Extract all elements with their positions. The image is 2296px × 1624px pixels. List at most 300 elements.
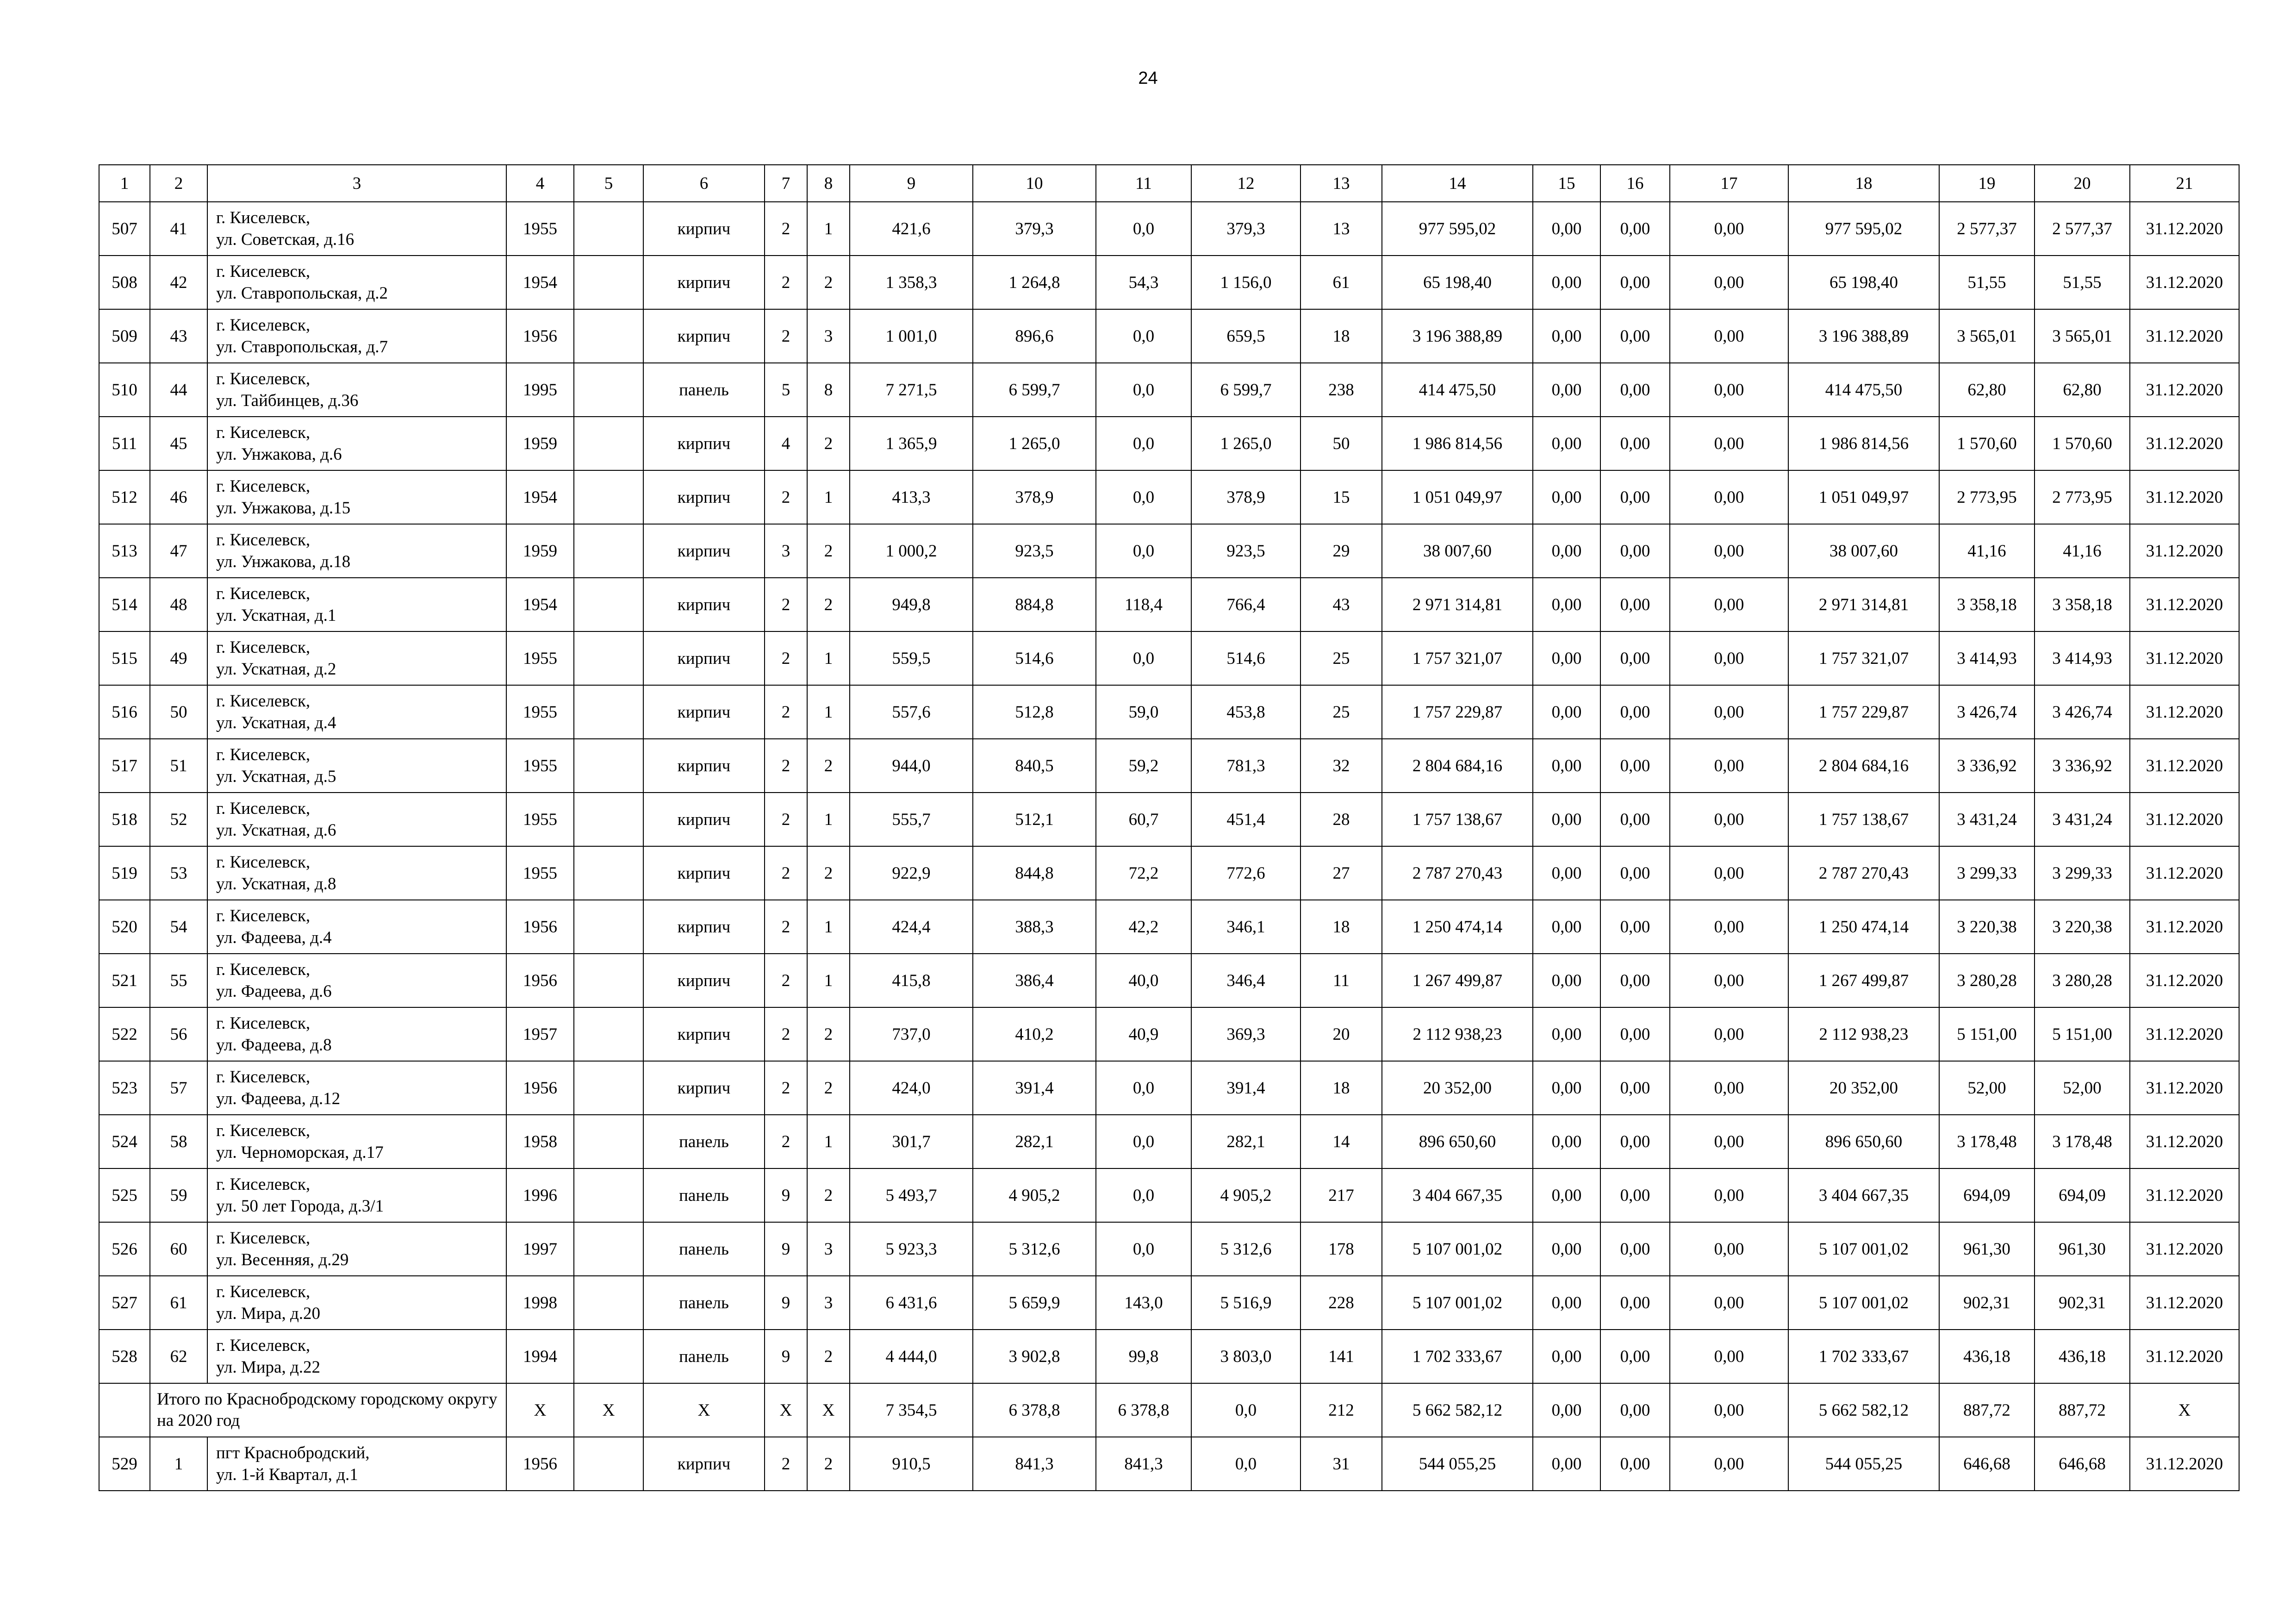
data-cell-col-7: 2	[765, 954, 807, 1007]
data-cell-col-4: 1955	[506, 631, 574, 685]
column-number-header-row	[99, 165, 2239, 202]
data-cell-col-14: 896 650,60	[1382, 1115, 1533, 1168]
address-cell	[207, 524, 506, 578]
data-cell-col-4: 1998	[506, 1276, 574, 1330]
data-cell-col-17: 0,00	[1670, 846, 1788, 900]
data-cell-col-15: 0,00	[1533, 954, 1600, 1007]
data-cell-col-15: 0,00	[1533, 900, 1600, 954]
table-row	[99, 846, 2239, 900]
address-street: ул. Тайбинцев, д.36	[216, 391, 359, 410]
local-number-cell: 1	[150, 1437, 207, 1491]
data-cell-col-10: 3 902,8	[973, 1330, 1096, 1383]
data-cell-col-12: 4 905,2	[1191, 1168, 1300, 1222]
data-cell-col-11: 72,2	[1096, 846, 1191, 900]
data-cell-col-7: 2	[765, 900, 807, 954]
data-cell-col-8: 8	[807, 363, 850, 417]
address-cell	[207, 685, 506, 739]
data-cell-col-19: 961,30	[1939, 1222, 2035, 1276]
total-label-cell: Итого по Краснобродскому городскому округу на 2020 год	[150, 1383, 506, 1437]
data-cell-col-6: панель	[643, 363, 765, 417]
data-cell-col-20: 3 431,24	[2035, 793, 2130, 846]
table-row	[99, 1115, 2239, 1168]
data-cell-col-16: 0,00	[1600, 1276, 1670, 1330]
data-cell-col-5	[574, 739, 643, 793]
data-cell-col-19: 3 565,01	[1939, 309, 2035, 363]
data-cell-col-17: 0,00	[1670, 1115, 1788, 1168]
data-cell-col-15: 0,00	[1533, 202, 1600, 256]
data-cell-col-5	[574, 1330, 643, 1383]
data-cell-col-9: 557,6	[850, 685, 973, 739]
data-cell-col-18: 544 055,25	[1788, 1437, 1939, 1491]
data-cell-col-14: 38 007,60	[1382, 524, 1533, 578]
data-cell-col-20: 3 565,01	[2035, 309, 2130, 363]
total-cell-col-9: 7 354,5	[850, 1383, 973, 1437]
data-cell-col-7: 9	[765, 1276, 807, 1330]
data-cell-col-15: 0,00	[1533, 739, 1600, 793]
address-cell	[207, 1222, 506, 1276]
address-street: ул. Ставропольская, д.7	[216, 337, 388, 356]
data-cell-col-6: кирпич	[643, 202, 765, 256]
data-cell-col-21: 31.12.2020	[2130, 417, 2239, 470]
data-cell-col-16: 0,00	[1600, 202, 1670, 256]
data-cell-col-17: 0,00	[1670, 900, 1788, 954]
data-cell-col-5	[574, 900, 643, 954]
total-cell-col-21: X	[2130, 1383, 2239, 1437]
data-cell-col-20: 3 220,38	[2035, 900, 2130, 954]
address-street: ул. Ускатная, д.5	[216, 767, 336, 786]
row-number-cell: 511	[99, 417, 150, 470]
total-cell-col-10: 6 378,8	[973, 1383, 1096, 1437]
data-cell-col-12: 0,0	[1191, 1437, 1300, 1491]
data-cell-col-19: 1 570,60	[1939, 417, 2035, 470]
data-cell-col-16: 0,00	[1600, 524, 1670, 578]
data-cell-col-8: 1	[807, 470, 850, 524]
data-cell-col-4: 1954	[506, 470, 574, 524]
data-cell-col-11: 118,4	[1096, 578, 1191, 631]
data-cell-col-12: 346,4	[1191, 954, 1300, 1007]
data-cell-col-10: 379,3	[973, 202, 1096, 256]
data-cell-col-11: 0,0	[1096, 631, 1191, 685]
column-number-header: 15	[1533, 165, 1600, 202]
data-cell-col-17: 0,00	[1670, 631, 1788, 685]
data-cell-col-8: 2	[807, 1007, 850, 1061]
address-cell	[207, 739, 506, 793]
data-cell-col-13: 50	[1300, 417, 1382, 470]
address-cell	[207, 1276, 506, 1330]
table-row	[99, 524, 2239, 578]
data-cell-col-5	[574, 1168, 643, 1222]
data-cell-col-13: 11	[1300, 954, 1382, 1007]
data-cell-col-19: 2 577,37	[1939, 202, 2035, 256]
row-number-cell: 510	[99, 363, 150, 417]
data-cell-col-6: кирпич	[643, 1061, 765, 1115]
data-cell-col-14: 1 702 333,67	[1382, 1330, 1533, 1383]
data-cell-col-14: 2 787 270,43	[1382, 846, 1533, 900]
data-cell-col-20: 3 358,18	[2035, 578, 2130, 631]
data-cell-col-18: 2 787 270,43	[1788, 846, 1939, 900]
total-cell-col-5: X	[574, 1383, 643, 1437]
data-cell-col-8: 2	[807, 524, 850, 578]
data-cell-col-5	[574, 1007, 643, 1061]
data-cell-col-7: 2	[765, 470, 807, 524]
total-cell-col-7: X	[765, 1383, 807, 1437]
data-cell-col-6: кирпич	[643, 954, 765, 1007]
total-cell-col-4: X	[506, 1383, 574, 1437]
row-number-cell: 524	[99, 1115, 150, 1168]
data-cell-col-20: 51,55	[2035, 256, 2130, 309]
data-cell-col-15: 0,00	[1533, 417, 1600, 470]
data-cell-col-10: 840,5	[973, 739, 1096, 793]
data-cell-col-8: 1	[807, 793, 850, 846]
data-cell-col-15: 0,00	[1533, 1437, 1600, 1491]
data-cell-col-17: 0,00	[1670, 202, 1788, 256]
address-city: г. Киселевск,	[216, 1336, 311, 1355]
data-cell-col-19: 52,00	[1939, 1061, 2035, 1115]
data-cell-col-18: 2 804 684,16	[1788, 739, 1939, 793]
data-cell-col-15: 0,00	[1533, 470, 1600, 524]
data-cell-col-13: 15	[1300, 470, 1382, 524]
address-city: г. Киселевск,	[216, 1068, 311, 1087]
data-cell-col-15: 0,00	[1533, 685, 1600, 739]
data-cell-col-18: 20 352,00	[1788, 1061, 1939, 1115]
data-cell-col-21: 31.12.2020	[2130, 954, 2239, 1007]
data-cell-col-21: 31.12.2020	[2130, 846, 2239, 900]
data-cell-col-18: 1 250 474,14	[1788, 900, 1939, 954]
data-cell-col-14: 5 107 001,02	[1382, 1222, 1533, 1276]
local-number-cell: 57	[150, 1061, 207, 1115]
address-cell	[207, 578, 506, 631]
address-city: г. Киселевск,	[216, 1282, 311, 1301]
data-cell-col-11: 0,0	[1096, 1061, 1191, 1115]
data-cell-col-19: 3 299,33	[1939, 846, 2035, 900]
total-cell-col-20: 887,72	[2035, 1383, 2130, 1437]
data-cell-col-16: 0,00	[1600, 954, 1670, 1007]
data-cell-col-6: кирпич	[643, 631, 765, 685]
address-city: г. Киселевск,	[216, 531, 311, 550]
address-city: г. Киселевск,	[216, 584, 311, 603]
data-cell-col-6: панель	[643, 1168, 765, 1222]
data-cell-col-18: 2 112 938,23	[1788, 1007, 1939, 1061]
row-number-cell: 512	[99, 470, 150, 524]
address-street: ул. 50 лет Города, д.3/1	[216, 1197, 384, 1216]
table-row	[99, 900, 2239, 954]
data-cell-col-6: панель	[643, 1115, 765, 1168]
data-cell-col-6: кирпич	[643, 900, 765, 954]
data-cell-col-14: 1 757 229,87	[1382, 685, 1533, 739]
data-cell-col-7: 2	[765, 578, 807, 631]
data-cell-col-9: 424,0	[850, 1061, 973, 1115]
data-cell-col-20: 5 151,00	[2035, 1007, 2130, 1061]
data-cell-col-7: 5	[765, 363, 807, 417]
data-cell-col-17: 0,00	[1670, 685, 1788, 739]
data-cell-col-4: 1958	[506, 1115, 574, 1168]
data-cell-col-17: 0,00	[1670, 1437, 1788, 1491]
data-cell-col-19: 3 431,24	[1939, 793, 2035, 846]
data-cell-col-10: 841,3	[973, 1437, 1096, 1491]
data-cell-col-17: 0,00	[1670, 524, 1788, 578]
data-cell-col-13: 141	[1300, 1330, 1382, 1383]
data-cell-col-14: 65 198,40	[1382, 256, 1533, 309]
address-street: ул. Мира, д.20	[216, 1304, 321, 1323]
address-street: ул. Мира, д.22	[216, 1358, 321, 1377]
row-number-cell: 525	[99, 1168, 150, 1222]
data-cell-col-4: 1955	[506, 739, 574, 793]
data-cell-col-13: 178	[1300, 1222, 1382, 1276]
column-number-header: 19	[1939, 165, 2035, 202]
data-cell-col-13: 25	[1300, 685, 1382, 739]
data-cell-col-7: 2	[765, 1007, 807, 1061]
address-city: г. Киселевск,	[216, 477, 311, 496]
data-cell-col-12: 781,3	[1191, 739, 1300, 793]
data-cell-col-14: 1 757 138,67	[1382, 793, 1533, 846]
data-cell-col-21: 31.12.2020	[2130, 1007, 2239, 1061]
column-number-header: 4	[506, 165, 574, 202]
address-city: г. Киселевск,	[216, 853, 311, 872]
data-cell-col-4: 1956	[506, 309, 574, 363]
data-cell-col-7: 2	[765, 1061, 807, 1115]
data-cell-col-9: 737,0	[850, 1007, 973, 1061]
data-cell-col-8: 3	[807, 1276, 850, 1330]
data-cell-col-20: 41,16	[2035, 524, 2130, 578]
row-number-cell: 529	[99, 1437, 150, 1491]
data-cell-col-20: 961,30	[2035, 1222, 2130, 1276]
local-number-cell: 58	[150, 1115, 207, 1168]
data-cell-col-8: 1	[807, 631, 850, 685]
data-cell-col-20: 2 577,37	[2035, 202, 2130, 256]
address-cell	[207, 1061, 506, 1115]
data-cell-col-17: 0,00	[1670, 1168, 1788, 1222]
data-cell-col-12: 659,5	[1191, 309, 1300, 363]
local-number-cell: 50	[150, 685, 207, 739]
data-cell-col-5	[574, 793, 643, 846]
row-number-cell: 522	[99, 1007, 150, 1061]
data-cell-col-21: 31.12.2020	[2130, 470, 2239, 524]
column-number-header: 21	[2130, 165, 2239, 202]
data-cell-col-20: 3 336,92	[2035, 739, 2130, 793]
data-cell-col-12: 772,6	[1191, 846, 1300, 900]
data-cell-col-12: 369,3	[1191, 1007, 1300, 1061]
address-street: ул. Унжакова, д.6	[216, 445, 342, 464]
data-cell-col-7: 2	[765, 309, 807, 363]
data-cell-col-11: 0,0	[1096, 417, 1191, 470]
total-cell-col-17: 0,00	[1670, 1383, 1788, 1437]
row-number-cell: 520	[99, 900, 150, 954]
data-cell-col-21: 31.12.2020	[2130, 256, 2239, 309]
data-cell-col-11: 0,0	[1096, 1168, 1191, 1222]
column-number-header: 13	[1300, 165, 1382, 202]
data-cell-col-21: 31.12.2020	[2130, 685, 2239, 739]
data-cell-col-6: кирпич	[643, 793, 765, 846]
data-cell-col-4: 1955	[506, 685, 574, 739]
data-cell-col-10: 391,4	[973, 1061, 1096, 1115]
data-cell-col-19: 3 280,28	[1939, 954, 2035, 1007]
total-cell-col-16: 0,00	[1600, 1383, 1670, 1437]
data-cell-col-10: 5 659,9	[973, 1276, 1096, 1330]
data-cell-col-14: 1 267 499,87	[1382, 954, 1533, 1007]
data-cell-col-6: кирпич	[643, 578, 765, 631]
data-cell-col-9: 1 001,0	[850, 309, 973, 363]
total-cell-col-13: 212	[1300, 1383, 1382, 1437]
row-number-cell: 517	[99, 739, 150, 793]
data-cell-col-18: 896 650,60	[1788, 1115, 1939, 1168]
data-cell-col-17: 0,00	[1670, 1330, 1788, 1383]
data-cell-col-7: 9	[765, 1168, 807, 1222]
data-cell-col-21: 31.12.2020	[2130, 1061, 2239, 1115]
data-cell-col-10: 512,1	[973, 793, 1096, 846]
data-cell-col-8: 2	[807, 256, 850, 309]
local-number-cell: 52	[150, 793, 207, 846]
data-cell-col-11: 0,0	[1096, 309, 1191, 363]
data-cell-col-15: 0,00	[1533, 524, 1600, 578]
data-cell-col-11: 0,0	[1096, 470, 1191, 524]
address-city: г. Киселевск,	[216, 369, 311, 388]
table-row	[99, 793, 2239, 846]
address-cell	[207, 256, 506, 309]
data-cell-col-10: 410,2	[973, 1007, 1096, 1061]
data-cell-col-8: 2	[807, 578, 850, 631]
data-cell-col-18: 1 986 814,56	[1788, 417, 1939, 470]
row-number-cell: 527	[99, 1276, 150, 1330]
data-cell-col-18: 5 107 001,02	[1788, 1276, 1939, 1330]
data-cell-col-20: 646,68	[2035, 1437, 2130, 1491]
data-cell-col-11: 59,0	[1096, 685, 1191, 739]
data-cell-col-7: 2	[765, 846, 807, 900]
total-cell-col-12: 0,0	[1191, 1383, 1300, 1437]
data-cell-col-12: 379,3	[1191, 202, 1300, 256]
data-cell-col-18: 5 107 001,02	[1788, 1222, 1939, 1276]
data-cell-col-9: 1 365,9	[850, 417, 973, 470]
data-cell-col-5	[574, 524, 643, 578]
data-cell-col-13: 217	[1300, 1168, 1382, 1222]
data-cell-col-10: 5 312,6	[973, 1222, 1096, 1276]
column-number-header: 5	[574, 165, 643, 202]
data-cell-col-21: 31.12.2020	[2130, 1222, 2239, 1276]
data-cell-col-16: 0,00	[1600, 1330, 1670, 1383]
data-cell-col-21: 31.12.2020	[2130, 1276, 2239, 1330]
table-row	[99, 578, 2239, 631]
data-cell-col-4: 1955	[506, 202, 574, 256]
data-cell-col-16: 0,00	[1600, 739, 1670, 793]
local-number-cell: 61	[150, 1276, 207, 1330]
column-number-header: 11	[1096, 165, 1191, 202]
column-number-header: 1	[99, 165, 150, 202]
local-number-cell: 44	[150, 363, 207, 417]
data-cell-col-9: 415,8	[850, 954, 973, 1007]
data-cell-col-11: 0,0	[1096, 363, 1191, 417]
data-cell-col-13: 18	[1300, 900, 1382, 954]
data-cell-col-4: 1997	[506, 1222, 574, 1276]
data-cell-col-16: 0,00	[1600, 685, 1670, 739]
total-row	[99, 1383, 2239, 1437]
data-cell-col-4: 1995	[506, 363, 574, 417]
data-cell-col-7: 2	[765, 256, 807, 309]
data-cell-col-14: 1 986 814,56	[1382, 417, 1533, 470]
data-cell-col-18: 38 007,60	[1788, 524, 1939, 578]
data-cell-col-9: 421,6	[850, 202, 973, 256]
data-cell-col-13: 29	[1300, 524, 1382, 578]
local-number-cell: 42	[150, 256, 207, 309]
address-cell	[207, 1115, 506, 1168]
address-cell	[207, 900, 506, 954]
data-cell-col-15: 0,00	[1533, 631, 1600, 685]
data-cell-col-11: 0,0	[1096, 202, 1191, 256]
data-cell-col-16: 0,00	[1600, 1115, 1670, 1168]
address-street: ул. Фадеева, д.12	[216, 1089, 341, 1108]
data-cell-col-11: 0,0	[1096, 1222, 1191, 1276]
address-cell	[207, 1007, 506, 1061]
data-cell-col-5	[574, 578, 643, 631]
table-row	[99, 1437, 2239, 1491]
total-cell-col-8: X	[807, 1383, 850, 1437]
data-cell-col-4: 1955	[506, 846, 574, 900]
data-cell-col-17: 0,00	[1670, 417, 1788, 470]
column-number-header: 17	[1670, 165, 1788, 202]
data-cell-col-13: 27	[1300, 846, 1382, 900]
row-number-cell: 509	[99, 309, 150, 363]
data-cell-col-6: кирпич	[643, 739, 765, 793]
data-cell-col-5	[574, 363, 643, 417]
data-cell-col-20: 3 426,74	[2035, 685, 2130, 739]
address-street: ул. Весенняя, д.29	[216, 1250, 349, 1269]
data-cell-col-21: 31.12.2020	[2130, 363, 2239, 417]
data-cell-col-11: 0,0	[1096, 1115, 1191, 1168]
data-cell-col-12: 391,4	[1191, 1061, 1300, 1115]
data-cell-col-16: 0,00	[1600, 900, 1670, 954]
data-cell-col-16: 0,00	[1600, 363, 1670, 417]
data-cell-col-14: 1 051 049,97	[1382, 470, 1533, 524]
address-cell	[207, 1168, 506, 1222]
data-cell-col-11: 60,7	[1096, 793, 1191, 846]
data-cell-col-8: 2	[807, 739, 850, 793]
address-street: ул. Ставропольская, д.2	[216, 284, 388, 303]
table-row	[99, 954, 2239, 1007]
data-cell-col-16: 0,00	[1600, 417, 1670, 470]
data-cell-col-9: 424,4	[850, 900, 973, 954]
address-cell	[207, 309, 506, 363]
data-cell-col-20: 1 570,60	[2035, 417, 2130, 470]
data-cell-col-10: 923,5	[973, 524, 1096, 578]
data-cell-col-21: 31.12.2020	[2130, 1168, 2239, 1222]
data-cell-col-20: 3 299,33	[2035, 846, 2130, 900]
column-number-header: 3	[207, 165, 506, 202]
column-number-header: 2	[150, 165, 207, 202]
data-cell-col-17: 0,00	[1670, 1061, 1788, 1115]
data-cell-col-19: 41,16	[1939, 524, 2035, 578]
data-cell-col-16: 0,00	[1600, 256, 1670, 309]
data-cell-col-21: 31.12.2020	[2130, 578, 2239, 631]
table-row	[99, 1168, 2239, 1222]
data-cell-col-15: 0,00	[1533, 793, 1600, 846]
data-cell-col-11: 40,9	[1096, 1007, 1191, 1061]
table-row	[99, 256, 2239, 309]
data-cell-col-8: 2	[807, 846, 850, 900]
address-city: г. Киселевск,	[216, 423, 311, 442]
data-cell-col-6: панель	[643, 1330, 765, 1383]
column-number-header: 12	[1191, 165, 1300, 202]
data-cell-col-12: 766,4	[1191, 578, 1300, 631]
data-cell-col-19: 5 151,00	[1939, 1007, 2035, 1061]
address-street: ул. Советская, д.16	[216, 230, 355, 249]
local-number-cell: 60	[150, 1222, 207, 1276]
data-cell-col-12: 451,4	[1191, 793, 1300, 846]
address-city: г. Киселевск,	[216, 745, 311, 764]
address-cell	[207, 631, 506, 685]
address-cell	[207, 202, 506, 256]
table-row	[99, 470, 2239, 524]
data-cell-col-8: 1	[807, 1115, 850, 1168]
data-cell-col-16: 0,00	[1600, 631, 1670, 685]
data-cell-col-7: 2	[765, 685, 807, 739]
